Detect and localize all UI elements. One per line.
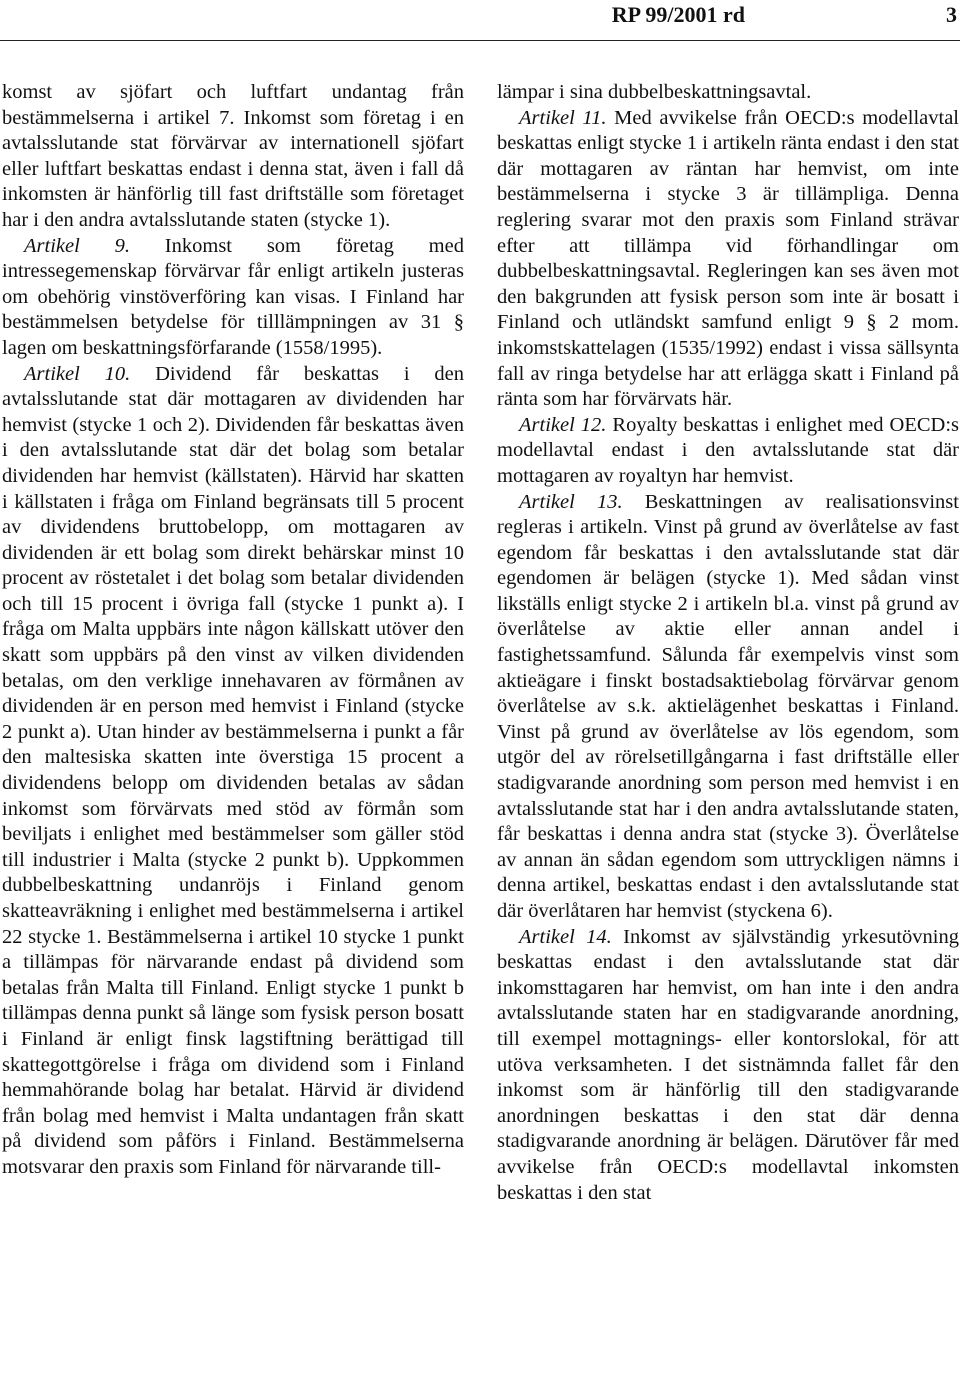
- paragraph: [2, 362, 464, 1181]
- paragraph: [497, 925, 959, 1207]
- paragraph: [497, 413, 959, 490]
- paragraph-text: lämpar i sina dubbelbeskattningsavtal.: [497, 81, 812, 103]
- paragraph-text: Inkomst av självständig yrkesutövning beskattas endast i den avtalsslutande stat där inkomsttagaren har hemvist, om han inte i den andra avtalsslutande staten har en stadigvarande anordning, till exempel mottagnings- eller kontorslokal, för att utöva verksamheten. I det sistnämnda fallet får den inkomst som är hänförlig till den stadigvarande anordningen beskattas i den stat där denna stadigvarande anordning är belägen. Därutöver får med avvikelse från OECD:s modellavtal inkomsten beskattas i den stat: [497, 925, 959, 1204]
- paragraph-text: Inkomst som företag med intressegemenskap förvärvar får enligt artikeln justeras om obehörig vinstöverföring kan visas. I Finland har bestämmelsen betydelse för tilllämpningen av 31 § lagen om beskattningsförfarande (1558/1995).: [2, 234, 464, 359]
- paragraph: [2, 80, 464, 234]
- article-heading: Artikel 12.: [519, 413, 607, 436]
- article-heading: Artikel 13.: [519, 490, 623, 513]
- article-heading: Artikel 14.: [519, 925, 612, 948]
- paragraph: [2, 234, 464, 362]
- page-header: [0, 0, 960, 30]
- paragraph-text: Royalty beskattas i enlighet med OECD:s modellavtal endast i den avtalsslutande stat där mottagaren av royaltyn har hemvist.: [497, 413, 959, 487]
- paragraph: [497, 490, 959, 925]
- paragraph-text: komst av sjöfart och luftfart undantag från bestämmelserna i artikel 7. Inkomst som företag i en avtalsslutande stat förvärvar av internationell sjöfart eller luftfart beskattas endast i denna stat, även i fall då inkomsten är hänförlig till fast driftställe som företaget har i den andra avtalsslutande staten (stycke 1).: [2, 81, 464, 231]
- paragraph-text: Dividend får beskattas i den avtalsslutande stat där mottagaren av dividenden har hemvist (stycke 1 och 2). Dividenden får beskattas även i den avtalsslutande stat där det bolag som betalar dividenden har hemvist (källstaten). Härvid har skatten i källstaten i fråga om Finland begränsats till 5 procent av dividendens bruttobelopp, om mottagaren av dividenden är ett bolag som direkt behärskar minst 10 procent av röstetalet i det bolag som betalar dividenden och till 15 procent i övriga fall (stycke 1 punkt a). I fråga om Malta uppbärs inte någon källskatt utöver den skatt som uppbärs på den vinst av vilken dividenden betalas, om den verklige innehavaren av förmånen av dividenden är en person med hemvist i Finland (stycke 2 punkt a). Utan hinder av bestämmelserna i punkt a får den maltesiska skatten inte överstiga 15 procent a dividendens belopp om dividenden betalas av sådan inkomst som förvärvats med stöd av förmån som beviljats i enlighet med bestämmelser som gäller stöd till industrier i Malta (stycke 2 punkt b). Uppkommen dubbelbeskattning undanröjs i Finland genom skatteavräkning i enlighet med bestämmelserna i artikel 22 stycke 1. Bestämmelserna i artikel 10 stycke 1 punkt a tillämpas för närvarande endast på dividend som betalas från Malta till Finland. Enligt stycke 1 punkt b tillämpas denna punkt så länge som fysisk person bosatt i Finland är enligt finsk lagstiftning berättigad till skattegottgörelse i fråga om dividend som i Finland hemmahörande bolag har betalat. Härvid är dividend från bolag med hemvist i Malta undantagen från skatt på dividend som påförs i Finland. Bestämmelserna motsvarar den praxis som Finland för närvarande till-: [2, 362, 464, 1178]
- paragraph-text: Med avvikelse från OECD:s modellavtal beskattas enligt stycke 1 i artikeln ränta endast i den stat där mottagaren av räntan har hemvist, om inte bestämmelserna i stycke 3 är tillämpliga. Denna reglering svarar mot den praxis som Finland strävar efter att tillämpa vid förhandlingar om dubbelbeskattningsavtal. Regleringen kan ses även mot den bakgrunden att fysisk person som inte är bosatt i Finland och utländskt samfund enligt 9 § 2 mom. inkomstskattelagen (1535/1992) endast i vissa sällsynta fall av ringa betydelse har att erlägga skatt i Finland på ränta som har förvärvats här.: [497, 106, 959, 411]
- header-divider: [0, 40, 960, 41]
- document-reference: RP 99/2001 rd: [611, 2, 745, 27]
- article-heading: Artikel 9.: [24, 234, 130, 257]
- paragraph-text: Beskattningen av realisationsvinst regleras i artikeln. Vinst på grund av överlåtelse av fast egendom får beskattas i den avtalsslutande stat där egendomen är belägen (stycke 1). Med sådan vinst likställs enligt stycke 2 i artikeln bl.a. vinst på grund av överlåtelse av aktie eller annan andel i fastighetssamfund. Sålunda får exempelvis vinst som aktieägare i finskt bostadsaktiebolag förvärvar genom överlåtelse av s.k. aktielägenhet beskattas i Finland. Vinst på grund av överlåtelse av lös egendom, som utgör del av rörelsetillgångarna i fast driftställe eller stadigvarande anordning som person med hemvist i en avtalsslutande stat har i den andra avtalsslutande staten, får beskattas i denna andra stat (stycke 3). Överlåtelse av annan än sådan egendom som uttryckligen nämns i denna artikel, beskattas endast i den avtalsslutande stat där överlåtaren har hemvist (styckena 6).: [497, 490, 959, 922]
- left-column: [2, 80, 464, 1181]
- paragraph: [497, 106, 959, 413]
- article-heading: Artikel 10.: [24, 362, 131, 385]
- paragraph: [497, 80, 959, 106]
- article-heading: Artikel 11.: [519, 106, 607, 129]
- right-column: [497, 80, 959, 1206]
- page-number: 3: [946, 2, 957, 27]
